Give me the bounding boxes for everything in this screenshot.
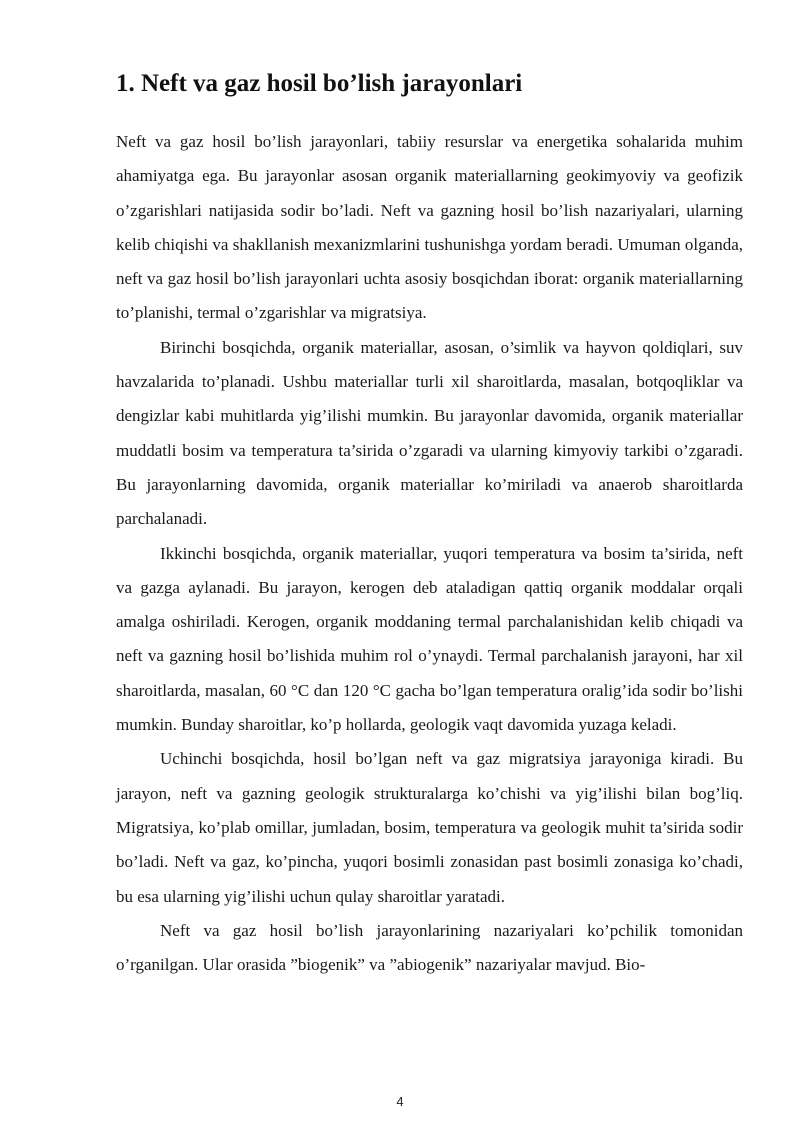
paragraph-intro: Neft va gaz hosil bo’lish jarayonlari, tabiiy resurslar va energetika sohalarida muhim ahamiyatga ega. Bu jarayonlar asosan organik materiallarning geokimyoviy va geofizik o’zgarishlari natijasida sodir bo’ladi. Neft va gazning hosil bo’lish nazariyalari, ularning kelib chiqishi va shakllanish mexanizmlarini tushunishga yordam beradi. Umuman olganda, neft va gaz hosil bo’lish jarayonlari uchta asosiy bosqichdan iborat: organik materiallarning to’planishi, termal o’zgarishlar va migratsiya. bbox=[116, 132, 743, 323]
section-heading bbox=[116, 66, 522, 102]
body-text bbox=[116, 125, 743, 982]
paragraph-theories: Neft va gaz hosil bo’lish jarayonlarining nazariyalari ko’pchilik tomonidan o’rganilgan. Ular orasida ”biogenik” va ”abiogenik” nazariyalar mavjud. Bio- bbox=[116, 920, 743, 975]
section-number: 1. bbox=[116, 70, 135, 97]
paragraph-stage-one: Birinchi bosqichda, organik materiallar, asosan, o’simlik va hayvon qoldiqlari, suv havzalarida to’planadi. Ushbu materiallar turli xil sharoitlarda, masalan, botqoqliklar va dengizlar kabi muhitlarda yig’ilishi mumkin. Bu jarayonlar davomida, organik materiallar muddatli bosim va temperatura ta’sirida o’zgaradi va ularning kimyoviy tarkibi o’zgaradi. Bu jarayonlarning davomida, organik materiallar ko’miriladi va anaerob sharoitlarda parchalanadi. bbox=[116, 337, 743, 529]
page-number: 4 bbox=[396, 1094, 404, 1109]
paragraph-stage-two: Ikkinchi bosqichda, organik materiallar, yuqori temperatura va bosim ta’sirida, neft va gazga aylanadi. Bu jarayon, kerogen deb ataladigan qattiq organik moddalar orqali amalga oshiriladi. Kerogen, organik moddaning termal parchalanishidan kelib chiqadi va neft va gazning hosil bo’lishida muhim rol o’ynaydi. Termal parchalanish jarayoni, har xil sharoitlarda, masalan, 60 °C dan 120 °C gacha bo’lgan temperatura oralig’ida sodir bo’lishi mumkin. Bunday sharoitlar, ko’p hollarda, geologik vaqt davomida yuzaga keladi. bbox=[116, 543, 743, 735]
section-title-text: Neft va gaz hosil bo’lish jarayonlari bbox=[141, 70, 523, 97]
paragraph-stage-three: Uchinchi bosqichda, hosil bo’lgan neft va gaz migratsiya jarayoniga kiradi. Bu jarayon, neft va gazning geologik strukturalarga ko’chishi va yig’ilishi bilan bog’liq. Migratsiya, ko’plab omillar, jumladan, bosim, temperatura va geologik muhit ta’sirida sodir bo’ladi. Neft va gaz, ko’pincha, yuqori bosimli zonasidan past bosimli zonasiga ko’chadi, bu esa ularning yig’ilishi uchun qulay sharoitlar yaratadi. bbox=[116, 749, 743, 906]
